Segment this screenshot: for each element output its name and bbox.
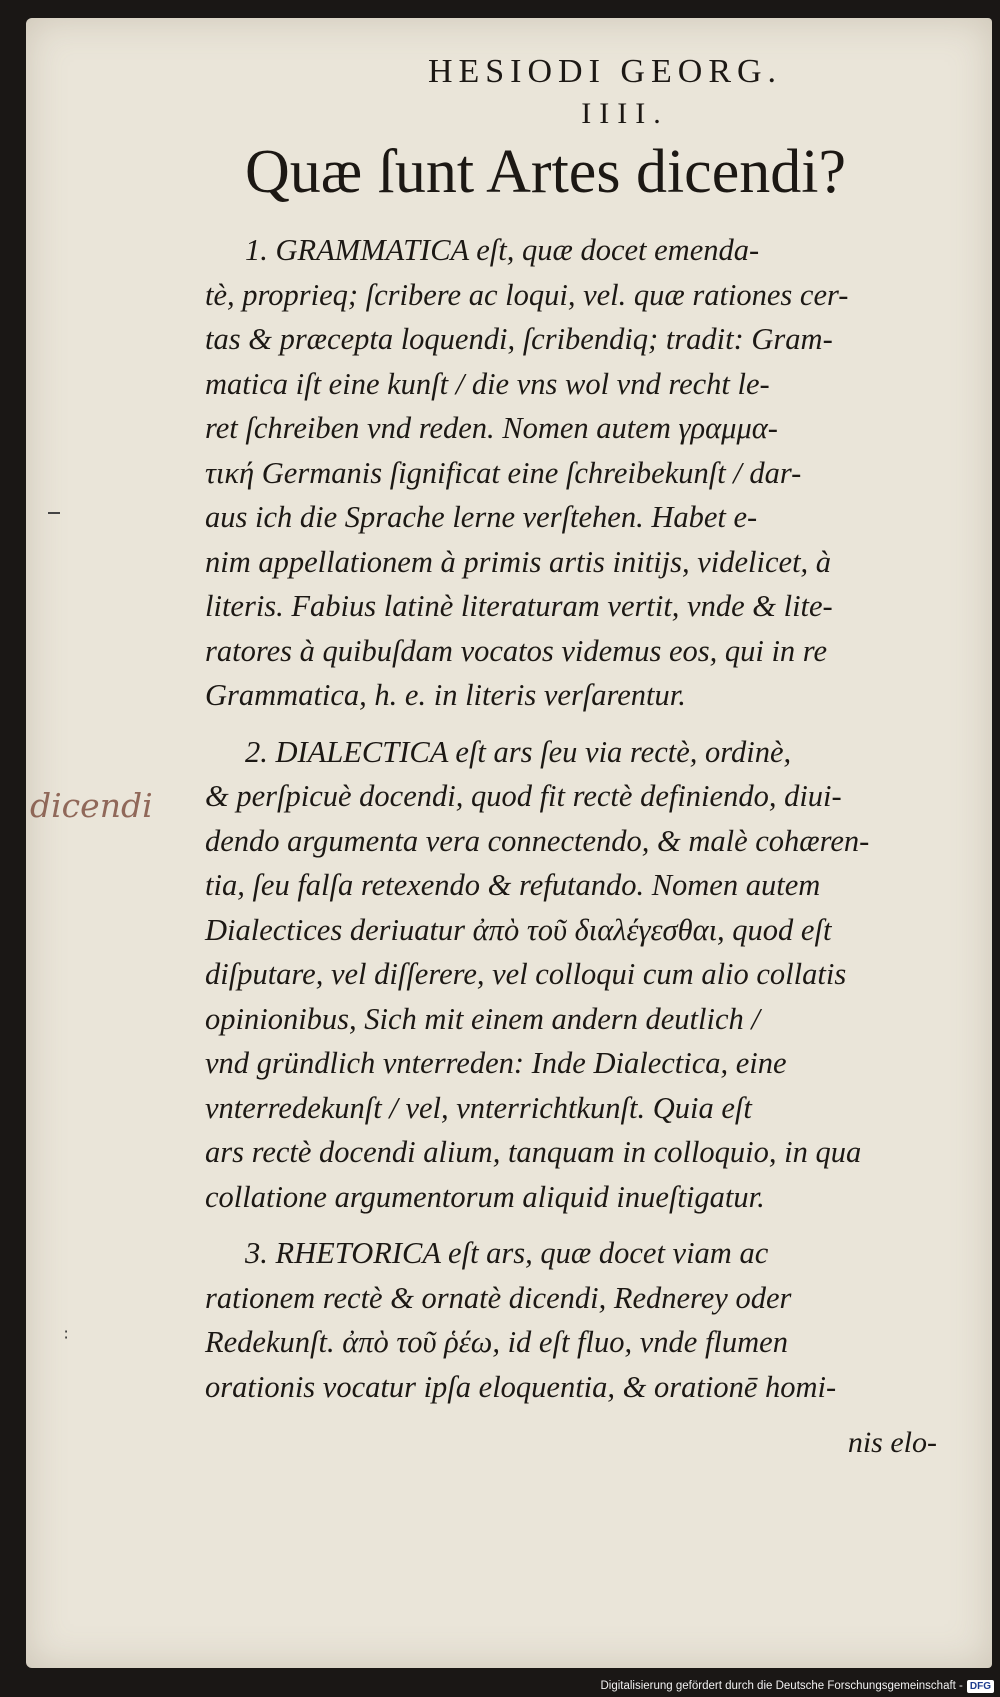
dfg-logo: DFG	[967, 1680, 994, 1693]
text-line: tas & præcepta loquendi, ſcribendiq; tradit: Gram-	[205, 322, 833, 356]
text-line: ars rectè docendi alium, tanquam in colloquio, in qua	[205, 1135, 862, 1169]
digitization-footer	[600, 1676, 994, 1696]
text-line: vnd gründlich vnterreden: Inde Dialectica, eine	[205, 1046, 787, 1080]
paragraph	[205, 1231, 965, 1409]
text-line: orationis vocatur ipſa eloquentia, & orationē homi-	[205, 1369, 837, 1404]
running-header: HESIODI GEORG.	[427, 53, 783, 90]
text-line: aus ich die Sprache lerne verſtehen. Habet e-	[205, 500, 758, 534]
paragraph	[205, 228, 965, 718]
text-line: collatione argumentorum aliquid inueſtigatur.	[205, 1179, 765, 1214]
text-line: matica iſt eine kunſt / die vns wol vnd recht le-	[205, 366, 770, 401]
footer-text: Digitalisierung gefördert durch die Deutsche Forschungsgemeinschaft -	[600, 1680, 963, 1692]
page-number: IIII.	[581, 97, 669, 130]
text-line: rationem rectè & ornatè dicendi, Rednerey oder	[205, 1280, 792, 1315]
text-line: Dialectices deriuatur ἀπὸ τοῦ διαλέγεσθαι, quod eſt	[205, 912, 832, 947]
text-line: 2. DIALECTICA eſt ars ſeu via rectè, ordinè,	[245, 734, 792, 769]
text-line: opinionibus, Sich mit einem andern deutlich /	[205, 1001, 760, 1036]
text-line: Redekunſt. ἀπὸ τοῦ ῥέω, id eſt fluo, vnde flumen	[205, 1325, 788, 1359]
text-line: τική Germanis ſignificat eine ſchreibekunſt / dar-	[205, 455, 802, 490]
text-line: tia, ſeu falſa retexendo & refutando. Nomen autem	[205, 868, 821, 902]
page-text	[205, 50, 965, 1465]
text-line: nim appellationem à primis artis initijs, videlicet, à	[205, 544, 832, 579]
text-line: ratores à quibuſdam vocatos videmus eos, qui in re	[205, 633, 828, 668]
text-line: literis. Fabius latinè literaturam vertit, vnde & lite-	[205, 589, 833, 623]
text-line: & perſpicuè docendi, quod fit rectè definiendo, diui-	[205, 779, 842, 813]
text-line: 1. GRAMMATICA eſt, quæ docet emenda-	[245, 233, 760, 267]
paragraph	[205, 730, 965, 1220]
text-line: ret ſchreiben vnd reden. Nomen autem γραμμα-	[205, 411, 778, 445]
text-line: diſputare, vel diſſerere, vel colloqui cum alio collatis	[205, 957, 847, 991]
text-line: vnterredekunſt / vel, vnterrichtkunſt. Quia eſt	[205, 1090, 752, 1125]
body-text	[205, 228, 965, 1409]
text-line: tè, proprieq; ſcribere ac loqui, vel. quæ rationes cer-	[205, 277, 849, 312]
text-line: Grammatica, h. e. in literis verſarentur.	[205, 678, 686, 712]
text-line: dendo argumenta vera connectendo, & malè cohæren-	[205, 823, 870, 858]
handwritten-margin-note: dicendi	[30, 786, 153, 825]
stray-mark: ∶	[64, 1327, 69, 1344]
catchword: nis elo-	[847, 1426, 937, 1459]
text-line: 3. RHETORICA eſt ars, quæ docet viam ac	[245, 1236, 769, 1270]
stray-mark	[48, 512, 60, 514]
chapter-question: Quæ ſunt Artes dicendi?	[245, 138, 846, 206]
